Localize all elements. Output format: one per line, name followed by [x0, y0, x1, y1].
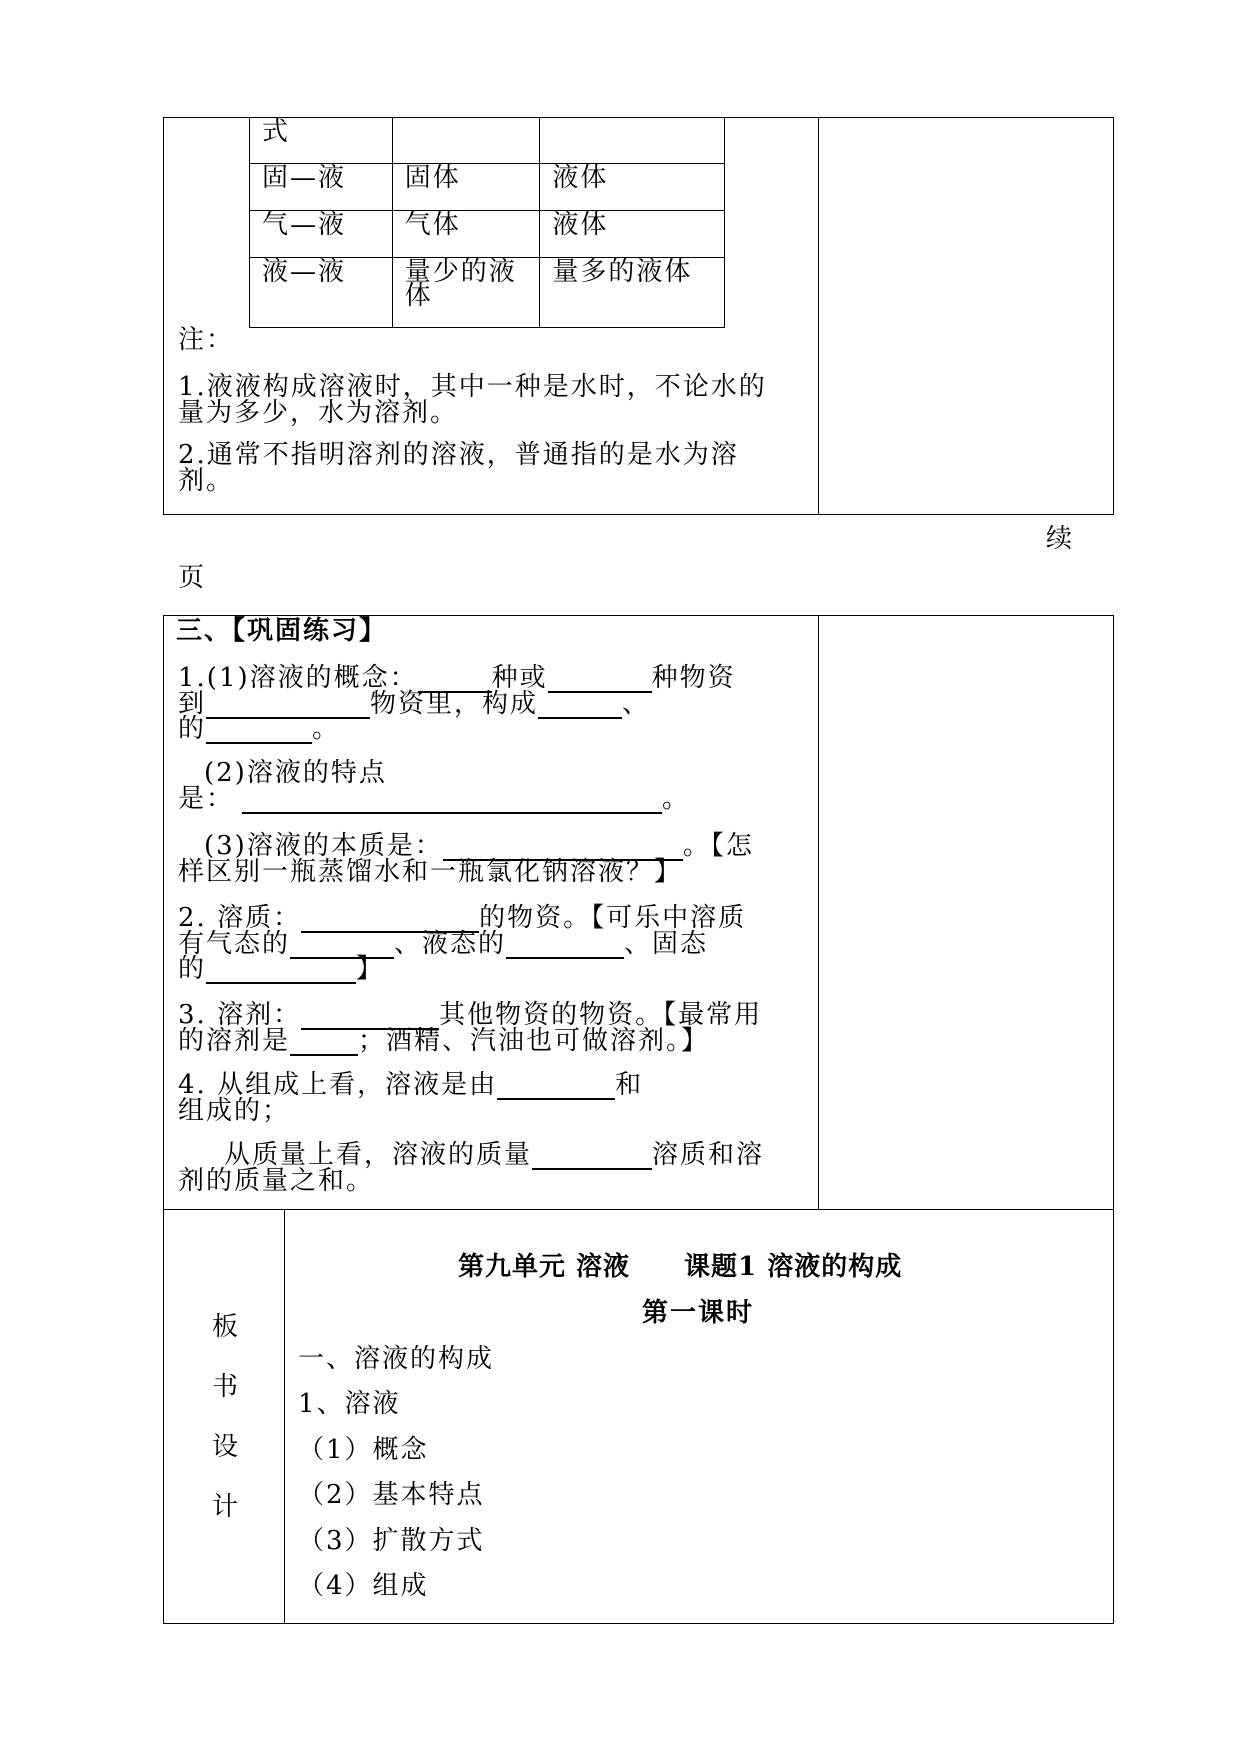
answer-blank[interactable]	[497, 1074, 615, 1100]
question-4-line-3: 的 】	[178, 954, 385, 984]
table-cell: 液体	[540, 164, 725, 211]
board-section-divider	[163, 1209, 1114, 1210]
note-1-line-1: 1.液液构成溶液时，其中一种是水时，不论水的	[178, 372, 767, 402]
answer-blank[interactable]	[290, 1030, 358, 1056]
question-7-line-2: 剂的质量之和。	[178, 1166, 375, 1196]
question-6-line-2: 组成的；	[178, 1096, 291, 1126]
note-title: 注：	[178, 325, 235, 355]
table-cell: 量多的液体	[540, 258, 725, 328]
table-cell: 气体	[392, 211, 540, 258]
answer-blank[interactable]	[206, 958, 356, 984]
board-subtitle: 第一课时	[642, 1298, 755, 1328]
answer-blank[interactable]	[538, 693, 622, 719]
table-cell: 液体	[540, 211, 725, 258]
solution-type-table	[249, 117, 725, 328]
table-cell: 固—液	[250, 164, 393, 211]
note-1-line-2: 量为多少，水为溶剂。	[178, 398, 459, 428]
board-side-label-1: 板	[212, 1312, 241, 1342]
answer-blank[interactable]	[206, 718, 312, 744]
answer-blank[interactable]	[532, 1144, 652, 1170]
table-cell: 量少的液体	[392, 258, 540, 328]
table-cell: 气—液	[250, 211, 393, 258]
board-side-label-2: 书	[212, 1372, 241, 1402]
board-title: 第九单元 溶液 课题1 溶液的构成	[458, 1252, 903, 1282]
table-cell: 液—液	[250, 258, 393, 328]
question-4-line-2: 有气态的 、液态的 、固态	[178, 929, 709, 959]
answer-blank[interactable]	[242, 788, 662, 814]
question-5-line-2: 的溶剂是 ；酒精、汽油也可做溶剂。】	[178, 1026, 710, 1056]
question-1-line-1: 1.(1)溶液的概念： 种或 种物资	[178, 663, 736, 693]
note-2-line-2: 剂。	[178, 466, 235, 496]
board-side-label-4: 计	[212, 1492, 241, 1522]
table-cell: 式	[250, 118, 393, 164]
exercise-table-divider	[818, 615, 819, 1209]
answer-blank[interactable]	[506, 933, 624, 959]
table-cell	[392, 118, 540, 164]
board-side-label-3: 设	[212, 1432, 241, 1462]
question-6-line-1: 4. 从组成上看，溶液是由 和	[178, 1070, 644, 1100]
continued-mark: 续	[1046, 524, 1075, 554]
continued-mark-page: 页	[178, 563, 207, 593]
top-table-divider	[818, 117, 819, 515]
question-5-line-1: 3. 溶剂： 其他物资的物资。【最常用	[178, 1000, 763, 1030]
board-item: 一、溶液的构成	[298, 1344, 495, 1374]
table-cell	[540, 118, 725, 164]
board-item: （4）组成	[298, 1571, 429, 1601]
board-item: （1）概念	[298, 1435, 429, 1465]
board-item: （2）基本特点	[298, 1480, 485, 1510]
board-side-divider	[284, 1209, 285, 1624]
question-3-line-1: (3)溶液的本质是： 。【怎	[204, 831, 754, 861]
question-7-line-1: 从质量上看，溶液的质量 溶质和溶	[224, 1140, 765, 1170]
question-2-line-1: (2)溶液的特点	[204, 758, 387, 788]
question-1-line-3: 的 。	[178, 714, 341, 744]
exercise-heading: 三、【巩固练习】	[176, 616, 388, 646]
question-2-line-2: 是： 。	[178, 784, 691, 814]
question-4-line-1: 2. 溶质： 的物资。【可乐中溶质	[178, 903, 747, 933]
question-1-line-2: 到 物资里，构成 、	[178, 689, 651, 719]
board-item: （3）扩散方式	[298, 1526, 485, 1556]
note-2-line-1: 2.通常不指明溶剂的溶液，普通指的是水为溶	[178, 440, 739, 470]
table-cell: 固体	[392, 164, 540, 211]
question-3-line-2: 样区别一瓶蒸馏水和一瓶氯化钠溶液？】	[178, 857, 683, 887]
board-item: 1、溶液	[298, 1389, 401, 1419]
